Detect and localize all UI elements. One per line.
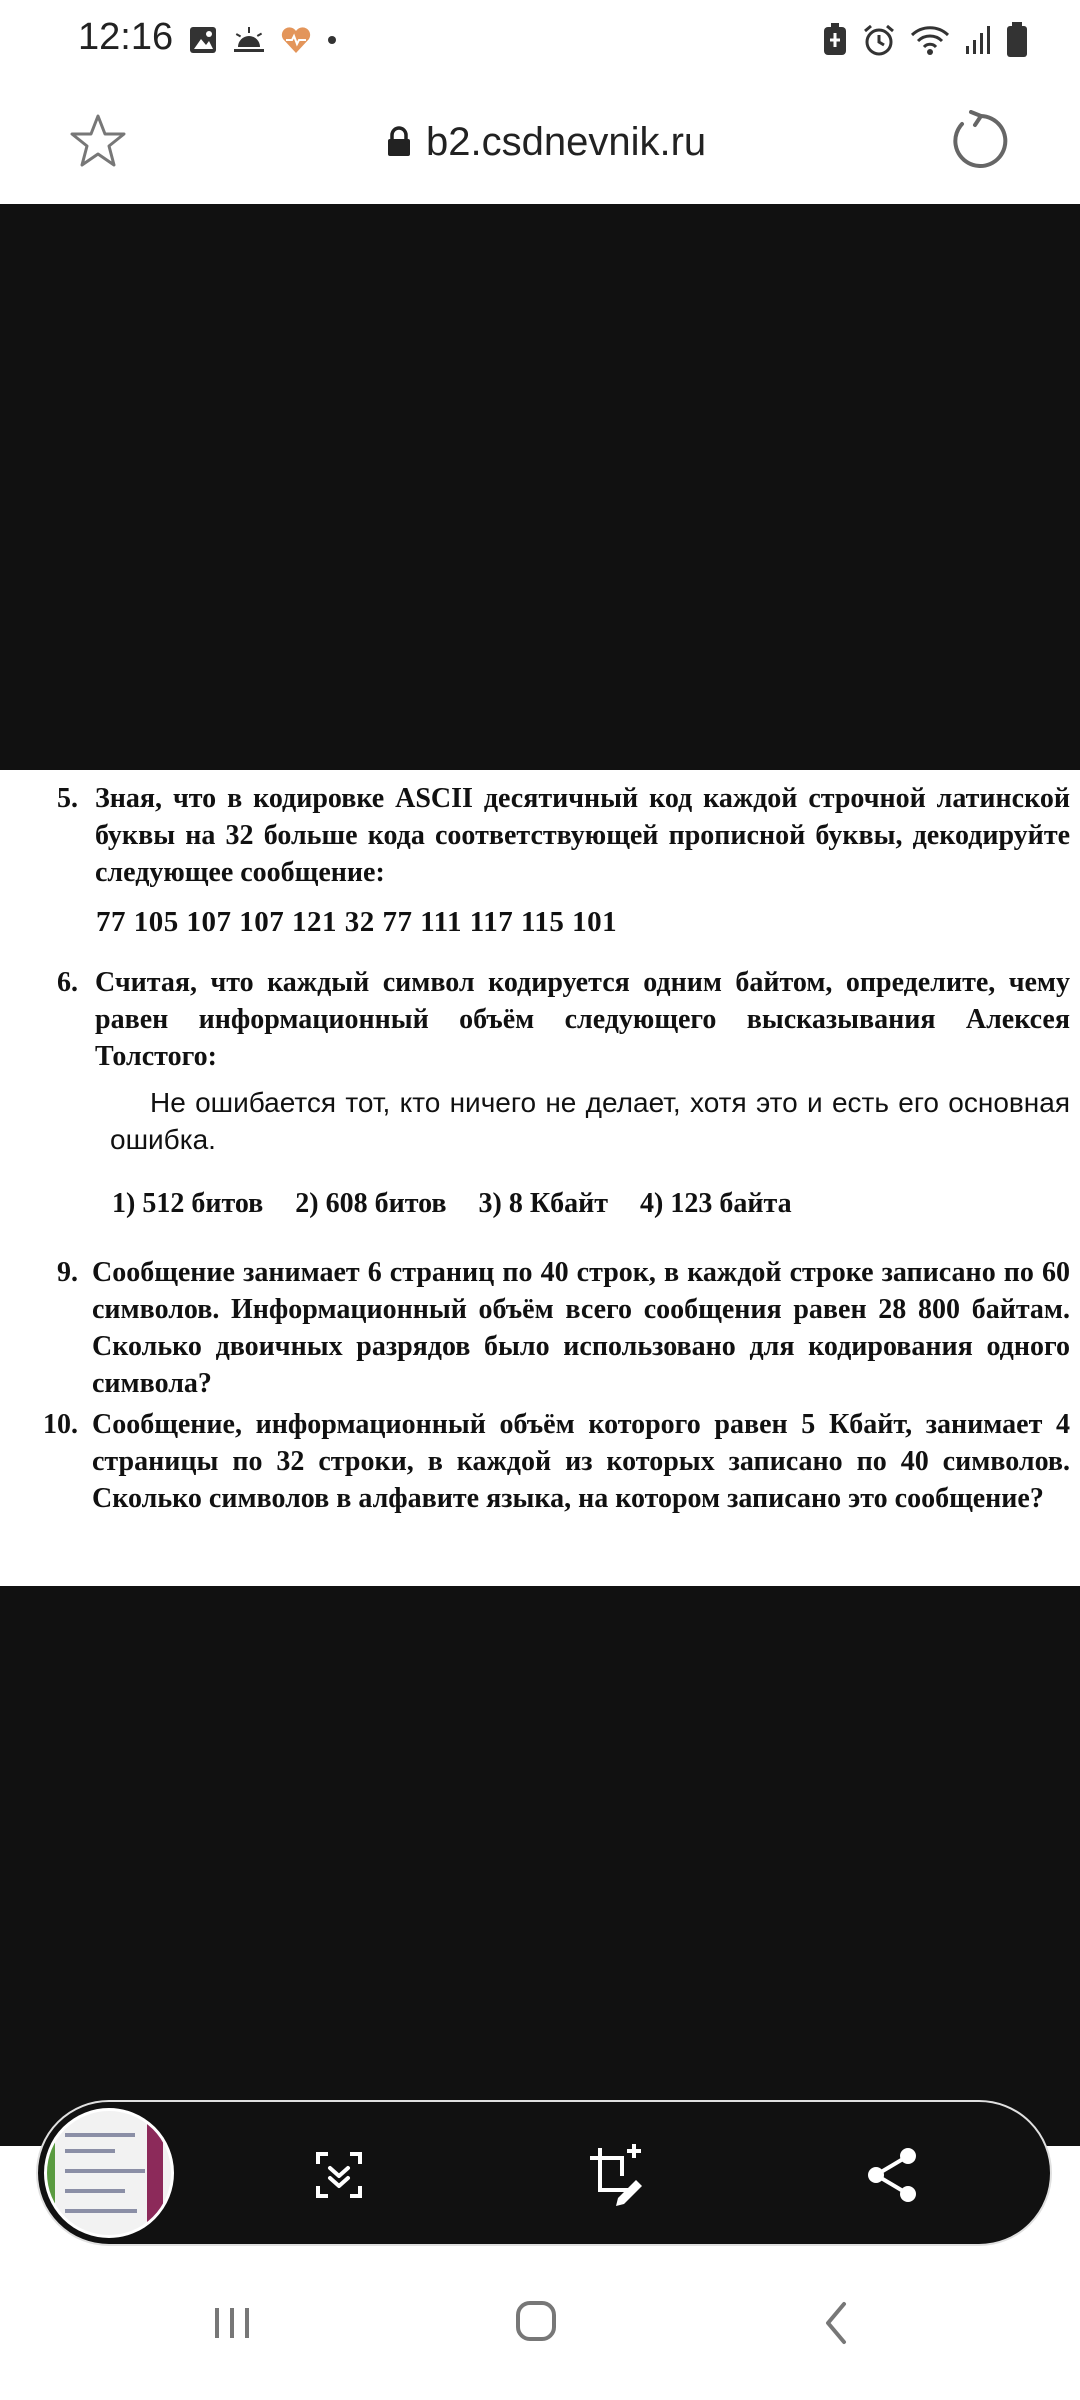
share-icon[interactable] xyxy=(858,2140,928,2210)
battery-saver-icon xyxy=(822,23,848,57)
image-viewer-bottom-area xyxy=(0,1586,1080,2146)
thumbnail-line xyxy=(65,2209,137,2213)
thumbnail-line xyxy=(65,2133,135,2137)
question-text: Считая, что каждый символ кодируется одним байтом, определите, чему равен информационный объём следующего высказывания Алексея Толстого: xyxy=(95,967,1070,1072)
back-icon[interactable] xyxy=(798,2288,878,2358)
navigation-bar xyxy=(0,2246,1080,2400)
status-time: 12:16 xyxy=(78,16,174,58)
battery-icon xyxy=(1006,22,1028,58)
question-text: Сообщение, информационный объём которого равен 5 Кбайт, занимает 4 страницы по 32 строки, в каждой из которых записано по 40 символов. Сколько символов в алфавите языка, на котором записано это сообщение? xyxy=(92,1409,1070,1514)
bookmark-star-icon[interactable] xyxy=(68,112,128,172)
question-number: 9. xyxy=(57,1257,78,1288)
thumbnail-line xyxy=(65,2149,115,2153)
wifi-icon xyxy=(910,24,950,56)
reload-icon[interactable] xyxy=(950,110,1012,172)
scroll-capture-icon[interactable] xyxy=(304,2140,374,2210)
sunrise-icon xyxy=(232,25,266,55)
question-text: Сообщение занимает 6 страниц по 40 строк, в каждой строке записано по 60 символов. Информационный объём всего сообщения равен 28 800 байтам. Сколько двоичных разрядов было использовано для кодирования одного символа? xyxy=(92,1257,1070,1399)
url-field[interactable] xyxy=(386,116,706,168)
document-image[interactable] xyxy=(0,770,1080,1586)
answer-option-4: 4) 123 байта xyxy=(640,1188,792,1219)
url-text: b2.csdnevnik.ru xyxy=(426,119,707,164)
tolstoy-quote: Не ошибается тот, кто ничего не делает, хотя это и есть его основная ошибка. xyxy=(110,1087,1070,1155)
screenshot-thumbnail[interactable] xyxy=(44,2108,174,2238)
screenshot-toolbar xyxy=(36,2100,1052,2246)
question-number: 10. xyxy=(43,1409,78,1440)
image-viewer-top-area xyxy=(0,204,1080,770)
ascii-code-message: 77 105 107 107 121 32 77 111 117 115 101 xyxy=(96,906,618,938)
recent-apps-icon[interactable] xyxy=(192,2288,272,2358)
address-bar xyxy=(0,80,1080,204)
answer-option-3: 3) 8 Кбайт xyxy=(478,1188,609,1219)
answer-option-2: 2) 608 битов xyxy=(295,1188,447,1219)
status-bar xyxy=(0,0,1080,80)
question-number: 5. xyxy=(57,783,78,814)
status-icons-left xyxy=(188,20,338,60)
gallery-icon xyxy=(188,25,218,55)
thumbnail-edge xyxy=(47,2111,55,2238)
signal-icon xyxy=(964,24,992,56)
question-text: Зная, что в кодировке ASCII десятичный код каждой строчной латинской буквы на 32 больше кода соответствующей прописной буквы, декодируйте следующее сообщение: xyxy=(95,783,1070,888)
question-number: 6. xyxy=(57,967,78,998)
crop-edit-icon[interactable] xyxy=(582,2140,652,2210)
thumbnail-bar xyxy=(147,2121,163,2231)
thumbnail-line xyxy=(65,2169,145,2173)
alarm-icon xyxy=(862,23,896,57)
answer-option-1: 1) 512 битов xyxy=(112,1188,264,1219)
thumbnail-line xyxy=(65,2189,125,2193)
status-icons-right xyxy=(822,18,1028,62)
lock-icon xyxy=(386,126,412,158)
dot-icon xyxy=(326,25,338,55)
home-icon[interactable] xyxy=(496,2288,576,2358)
health-heart-icon xyxy=(280,25,312,55)
answer-options xyxy=(112,1188,792,1220)
